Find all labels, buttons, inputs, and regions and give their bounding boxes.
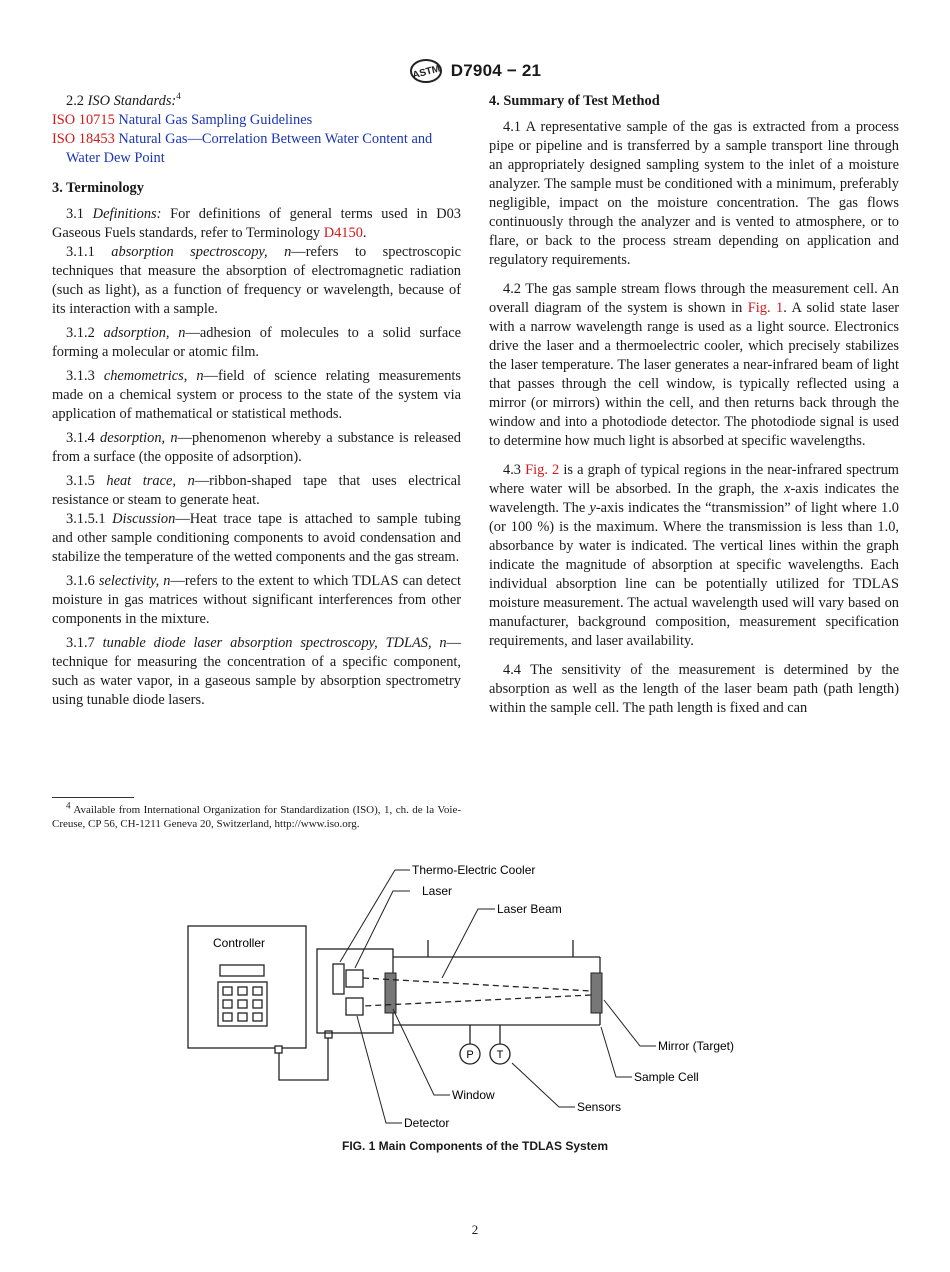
sample-cell-label: Sample Cell xyxy=(634,1070,699,1084)
d4150-link[interactable]: D4150 xyxy=(323,225,363,241)
left-column xyxy=(52,92,461,710)
document-id: D7904 − 21 xyxy=(450,61,542,80)
footnote-rule xyxy=(52,797,134,798)
tec-label: Thermo-Electric Cooler xyxy=(412,863,536,877)
detector-label: Detector xyxy=(404,1116,450,1130)
laser-label: Laser xyxy=(422,884,453,898)
para-3-1-3: 3.1.3 chemometrics, n—field of science relating measurements made on a chemical system or process to the state of the system via application of mathematical or statistical methods. xyxy=(52,368,461,422)
para-4-3: 4.3 Fig. 2 is a graph of typical regions in the near-infrared spectrum where water will be absorbed. In the graph, the x-axis indicates the wavelength. The y-axis indicates the “transmission” of light where 1.0 (or 100 %) is the maximum. Where the transmission is less than 1.0, absorbance by water is indicated. The vertical lines within the graph indicate the magnitude of absorption at specific wavelengths. Each individual absorption line can be potentially utilized for TDLAS moisture measurement. The actual wavelength used will vary based on manufacturer, background composition, measurement specification requirements, and laser availability. xyxy=(489,462,899,649)
detector-block xyxy=(346,998,363,1015)
para-3-1-5-1: 3.1.5.1 Discussion—Heat trace tape is attached to sample tubing and other sample conditioning components to avoid condensation and stabilize the temperature of the wetted components and the gas stream. xyxy=(52,511,461,565)
para-3-1-2: 3.1.2 adsorption, n—adhesion of molecules to a solid surface forming a molecular or atomic film. xyxy=(52,325,461,360)
reference-iso-18453[interactable]: ISO 18453 Natural Gas—Correlation Between Water Content and Water Dew Point xyxy=(52,131,433,166)
page-header xyxy=(0,58,950,84)
tec-block xyxy=(333,964,344,994)
figure-1-caption: FIG. 1 Main Components of the TDLAS System xyxy=(341,1139,609,1153)
para-3-1-5: 3.1.5 heat trace, n—ribbon-shaped tape that uses electrical resistance or steam to generate heat. xyxy=(52,473,461,508)
controller-keypad xyxy=(218,982,267,1026)
laser-block xyxy=(346,970,363,987)
para-4-4: 4.4 The sensitivity of the measurement is determined by the absorption as well as the length of the laser beam path (path length) within the sample cell. The path length is fixed and can xyxy=(489,662,899,716)
svg-text:ASTM: ASTM xyxy=(411,63,442,82)
controller-port xyxy=(275,1046,282,1053)
sensors-label: Sensors xyxy=(577,1100,622,1114)
astm-logo-icon xyxy=(409,58,443,84)
para-3-1: 3.1 Definitions: For definitions of general terms used in D03 Gaseous Fuels standards, refer to Terminology D4150. xyxy=(52,206,461,241)
analyzer-housing xyxy=(317,949,393,1033)
mirror-label: Mirror (Target) xyxy=(658,1039,735,1053)
tdlas-diagram xyxy=(180,858,780,1138)
para-3-1-6: 3.1.6 selectivity, n—refers to the extent to which TDLAS can detect moisture in gas matrices without significant interferences from other components in the mixture. xyxy=(52,573,461,627)
controller-display xyxy=(220,965,264,976)
footnote-4: $^4$ Available from International Organization for Standardization (ISO), 1, ch. de la Voie-Creuse, CP 56, CH-1211 Geneva 20, Switzerland, http://www.iso.org. xyxy=(52,800,461,830)
laser-beam-paths xyxy=(363,978,591,1006)
right-column xyxy=(489,92,899,718)
para-3-1-1: 3.1.1 absorption spectroscopy, n—refers to spectroscopic techniques that measure the absorption of electromagnetic radiation (such as light), as a function of frequency or wavelength, because of its interaction with a sample. xyxy=(52,244,461,317)
section-3-heading: 3. Terminology xyxy=(52,180,144,196)
window-label: Window xyxy=(452,1088,495,1102)
para-4-1: 4.1 A representative sample of the gas is extracted from a process pipe or pipeline and is transferred by a sample transport line through an appropriately designed sampling system to the inlet of a moisture analyzer. The sample must be conditioned with a minimum, preferably negligible, impact on the moisture concentration. The gas flows continuously through the analyzer and is vented to atmosphere, or to flare, or back to the process stream depending on application and regulatory requirements. xyxy=(489,119,899,268)
page-number: 2 xyxy=(471,1222,479,1237)
laser-beam-label: Laser Beam xyxy=(497,902,562,916)
section-4-heading: 4. Summary of Test Method xyxy=(489,93,660,109)
reference-iso-10715[interactable]: ISO 10715 Natural Gas Sampling Guidelines xyxy=(52,112,313,128)
figure-1-diagram xyxy=(180,858,780,1138)
sensor-t-label: T xyxy=(496,1049,504,1061)
para-3-1-4: 3.1.4 desorption, n—phenomenon whereby a substance is released from a surface (the opposite of adsorption). xyxy=(52,430,461,465)
para-4-2: 4.2 The gas sample stream flows through the measurement cell. An overall diagram of the system is shown in Fig. 1. A solid state laser with a narrow wavelength range is used as a light source. Electronics drive the laser and a thermoelectric cooler, which precisely stabilizes the laser temperature. The laser generates a near-infrared beam of light that passes through the cell window, is typically reflected using a mirror (or mirrors) within the cell, and then returns back through the window and into a photodiode detector. The photodiode signal is used to determine how much light is absorbed at specific wavelengths. xyxy=(489,281,900,449)
section-2-2: 2.2 ISO Standards:$^4$ xyxy=(66,91,181,109)
fig2-link[interactable]: Fig. 2 xyxy=(525,462,560,478)
mirror-element xyxy=(591,973,602,1013)
analyzer-port xyxy=(325,1031,332,1038)
fig1-link[interactable]: Fig. 1 xyxy=(747,300,784,316)
para-3-1-7: 3.1.7 tunable diode laser absorption spectroscopy, TDLAS, n—technique for measuring the concentration of a specific component, such as water vapor, in a gaseous sample by absorption spectrometry using tunable diode lasers. xyxy=(52,635,461,708)
sensor-p-label: P xyxy=(466,1049,474,1061)
controller-label: Controller xyxy=(213,936,266,950)
